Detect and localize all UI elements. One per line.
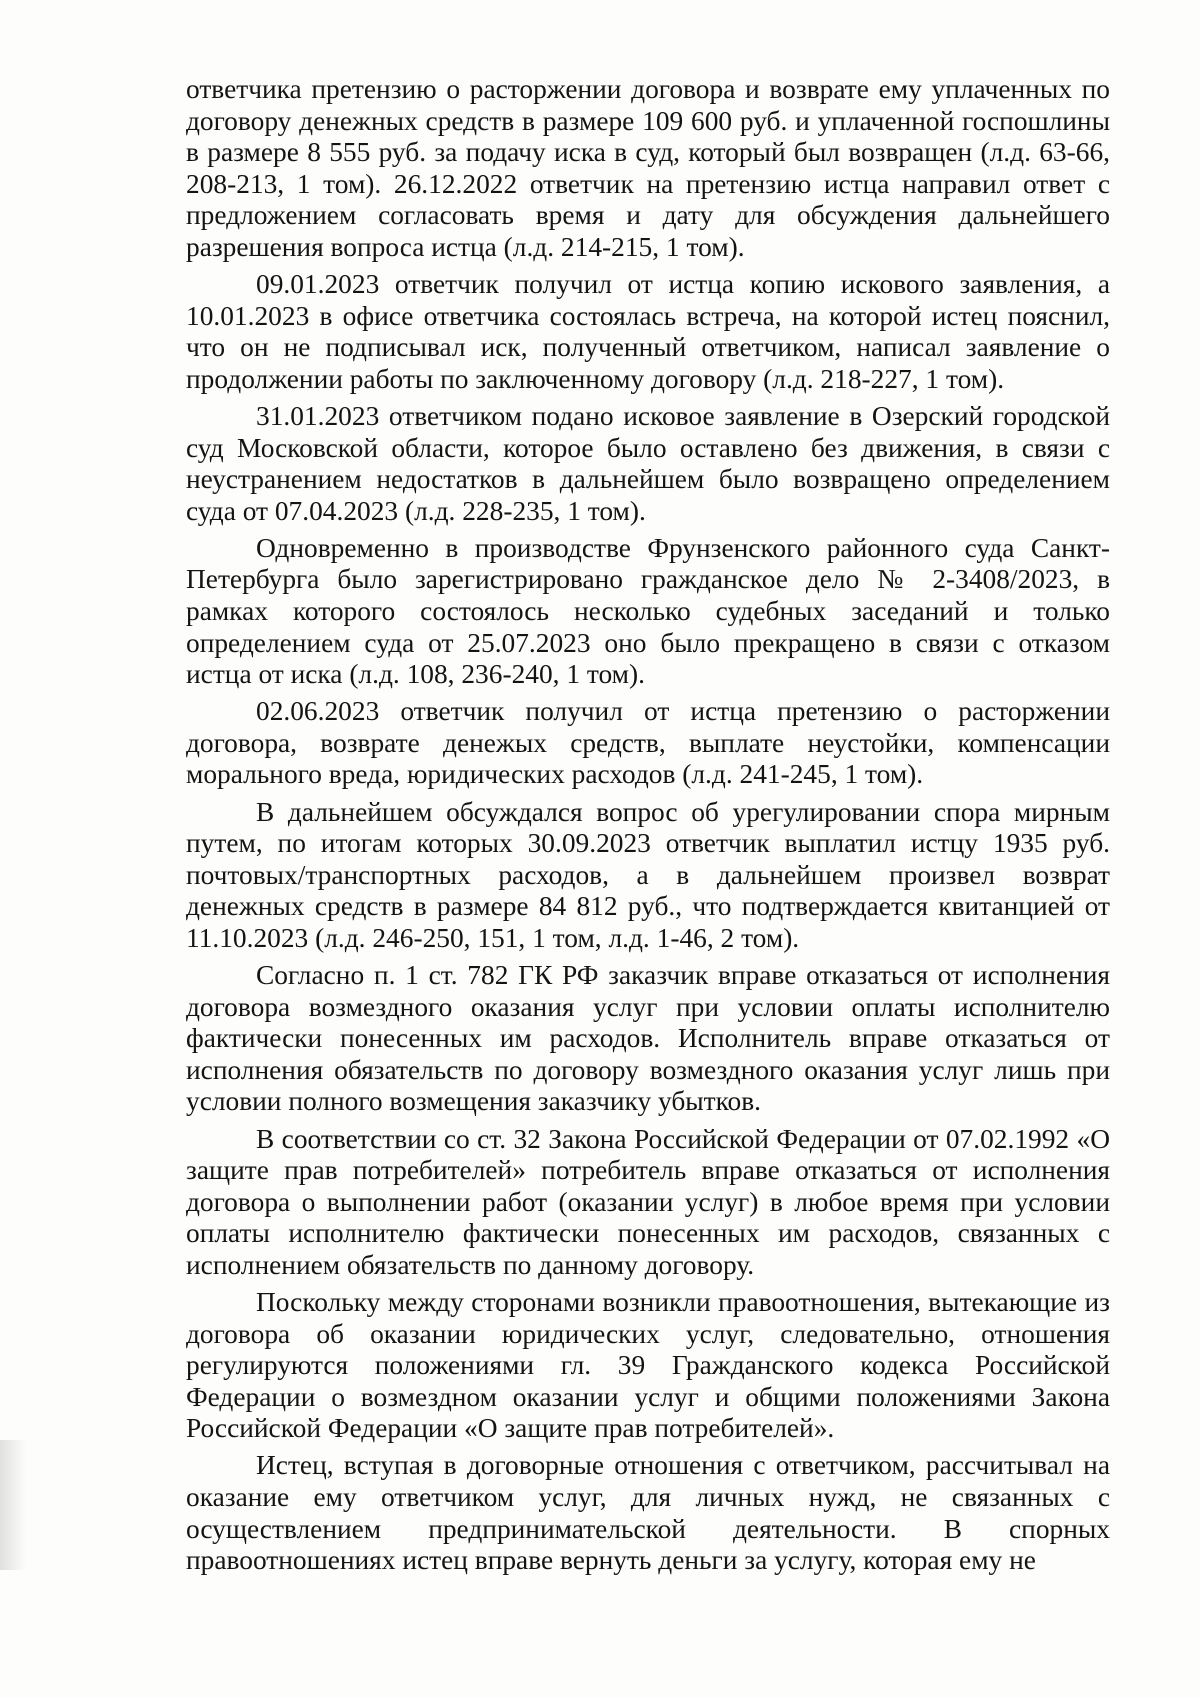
paragraph: 09.01.2023 ответчик получил от истца копию искового заявления, а 10.01.2023 в офисе ответчика состоялась встреча, на которой истец пояснил, что он не подписывал иск, полученный ответчиком, написал заявление о продолжении работы по заключенному договору (л.д. 218-227, 1 том).	[186, 269, 1110, 394]
paragraph: Истец, вступая в договорные отношения с ответчиком, рассчитывал на оказание ему ответчиком услуг, для личных нужд, не связанных с осуществлением предпринимательской деятельности. В спорных правоотношениях истец вправе вернуть деньги за услугу, которая ему не	[186, 1450, 1110, 1576]
paragraph: В соответствии со ст. 32 Закона Российской Федерации от 07.02.1992 «О защите прав потребителей» потребитель вправе отказаться от исполнения договора о выполнении работ (оказании услуг) в любое время при условии оплаты исполнителю фактически понесенных им расходов, связанных с исполнением обязательств по данному договору.	[186, 1123, 1110, 1280]
paragraph: Одновременно в производстве Фрунзенского районного суда Санкт-Петербурга было зарегистрировано гражданское дело № 2-3408/2023, в рамках которого состоялось несколько судебных заседаний и только определением суда от 25.07.2023 оно было прекращено в связи с отказом истца от иска (л.д. 108, 236-240, 1 том).	[186, 532, 1110, 690]
paragraph: ответчика претензию о расторжении договора и возврате ему уплаченных по договору денежных средств в размере 109 600 руб. и уплаченной госпошлины в размере 8 555 руб. за подачу иска в суд, который был возвращен (л.д. 63-66, 208-213, 1 том). 26.12.2022 ответчик на претензию истца направил ответ с предложением согласовать время и дату для обсуждения дальнейшего разрешения вопроса истца (л.д. 214-215, 1 том).	[186, 74, 1110, 262]
scan-shadow	[0, 1440, 26, 1570]
paragraph: В дальнейшем обсуждался вопрос об урегулировании спора мирным путем, по итогам которых 30.09.2023 ответчик выплатил истцу 1935 руб. почтовых/транспортных расходов, а в дальнейшем произвел возврат денежных средств в размере 84 812 руб., что подтверждается квитанцией от 11.10.2023 (л.д. 246-250, 151, 1 том, л.д. 1-46, 2 том).	[186, 796, 1110, 953]
paragraph: Поскольку между сторонами возникли правоотношения, вытекающие из договора об оказании юридических услуг, следовательно, отношения регулируются положениями гл. 39 Гражданского кодекса Российской Федерации о возмездном оказании услуг и общими положениями Закона Российской Федерации «О защите прав потребителей».	[186, 1286, 1110, 1444]
paragraph: 31.01.2023 ответчиком подано исковое заявление в Озерский городской суд Московской области, которое было оставлено без движения, в связи с неустранением недостатков в дальнейшем было возвращено определением суда от 07.04.2023 (л.д. 228-235, 1 том).	[186, 400, 1110, 526]
paragraph: Согласно п. 1 ст. 782 ГК РФ заказчик вправе отказаться от исполнения договора возмездного оказания услуг при условии оплаты исполнителю фактически понесенных им расходов. Исполнитель вправе отказаться от исполнения обязательств по договору возмездного оказания услуг лишь при условии полного возмещения заказчику убытков.	[186, 960, 1110, 1117]
document-body	[186, 74, 1110, 1582]
paragraph: 02.06.2023 ответчик получил от истца претензию о расторжении договора, возврате денежых средств, выплате неустойки, компенсации морального вреда, юридических расходов (л.д. 241-245, 1 том).	[186, 696, 1110, 790]
